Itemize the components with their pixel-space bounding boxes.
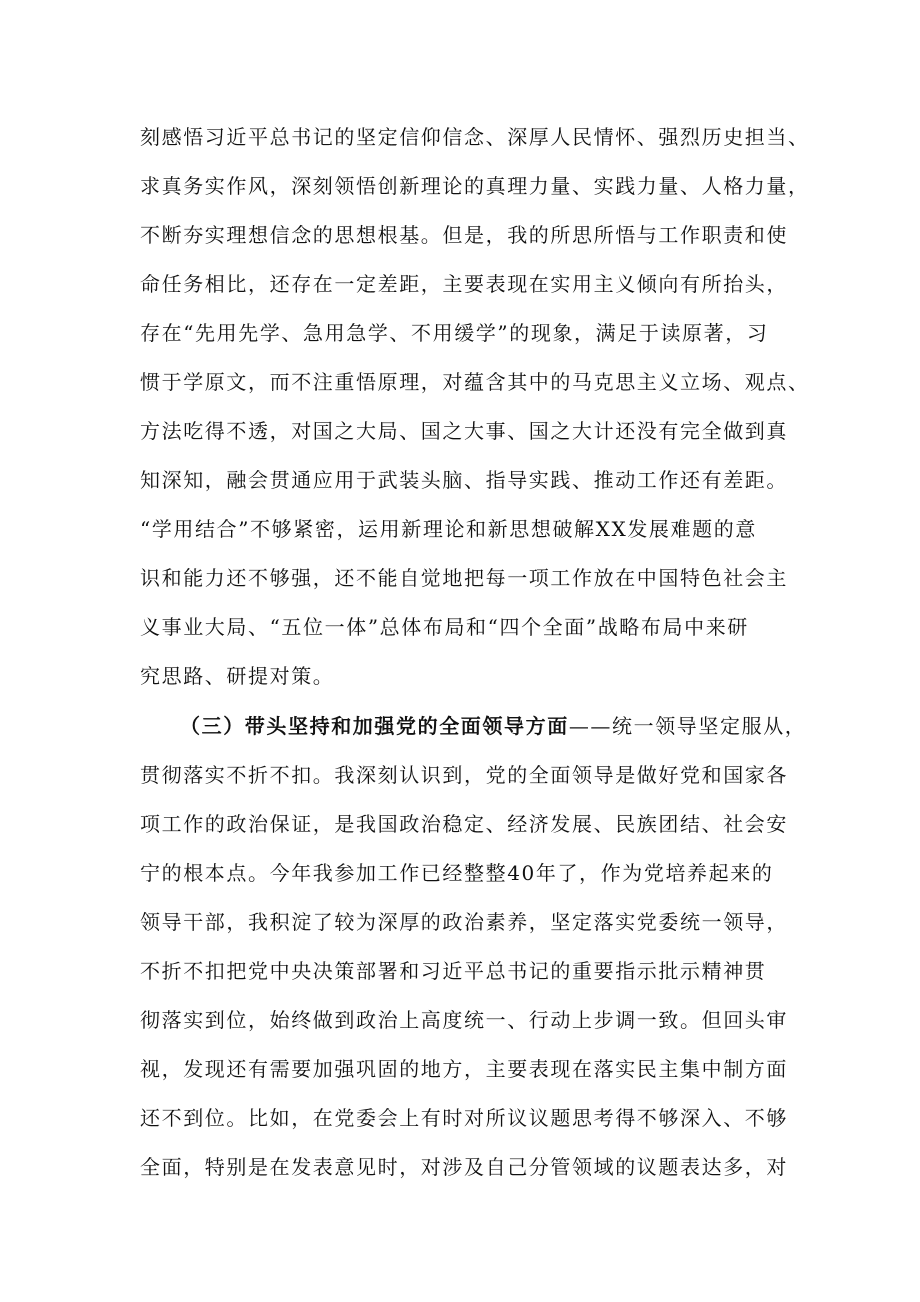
text-line: “学用结合”不够紧密，运用新理论和新思想破解XX发展难题的意 <box>140 517 757 541</box>
text-line: 贯彻落实不折不扣。我深刻认识到，党的全面领导是做好党和国家各 <box>140 763 788 787</box>
text-line: 不折不扣把党中央决策部署和习近平总书记的重要指示批示精神贯 <box>140 959 767 983</box>
text-line: 领导干部，我积淀了较为深厚的政治素养，坚定落实党委统一领导， <box>140 910 788 934</box>
text-line: 项工作的政治保证，是我国政治稳定、经济发展、民族团结、社会安 <box>140 812 788 836</box>
text-line: 命任务相比，还存在一定差距，主要表现在实用主义倾向有所抬头， <box>140 272 788 296</box>
text-line: 方法吃得不透，对国之大局、国之大事、国之大计还没有完全做到真 <box>140 419 788 443</box>
text-line: 识和能力还不够强，还不能自觉地把每一项工作放在中国特色社会主 <box>140 566 788 590</box>
text-line: 究思路、研提对策。 <box>140 664 335 688</box>
section-heading-rest: ——统一领导坚定服从， <box>568 714 807 738</box>
text-line: 义事业大局、“五位一体”总体布局和“四个全面”战略布局中来研 <box>140 615 749 639</box>
text-line: 宁的根本点。今年我参加工作已经整整40年了，作为党培养起来的 <box>140 861 774 885</box>
text-line: 知深知，融会贯通应用于武装头脑、指导实践、推动工作还有差距。 <box>140 468 788 492</box>
text-line: 全面，特别是在发表意见时，对涉及自己分管领域的议题表达多，对 <box>140 1155 788 1179</box>
section-heading: （三）带头坚持和加强党的全面领导方面 <box>180 714 569 738</box>
text-line: 惯于学原文，而不注重悟原理，对蕴含其中的马克思主义立场、观点、 <box>140 370 810 394</box>
text-line: 视，发现还有需要加强巩固的地方，主要表现在落实民主集中制方面 <box>140 1057 788 1081</box>
section-heading-line <box>180 706 807 746</box>
text-line: 不断夯实理想信念的思想根基。但是，我的所思所悟与工作职责和使 <box>140 223 788 247</box>
text-line: 还不到位。比如，在党委会上有时对所议议题思考得不够深入、不够 <box>140 1106 788 1130</box>
text-line: 存在“先用先学、急用急学、不用缓学”的现象，满足于读原著，习 <box>140 321 769 345</box>
text-line: 求真务实作风，深刻领悟创新理论的真理力量、实践力量、人格力量， <box>140 174 810 198</box>
text-line: 刻感悟习近平总书记的坚定信仰信念、深厚人民情怀、强烈历史担当、 <box>140 125 810 149</box>
text-line: 彻落实到位，始终做到政治上高度统一、行动上步调一致。但回头审 <box>140 1008 788 1032</box>
